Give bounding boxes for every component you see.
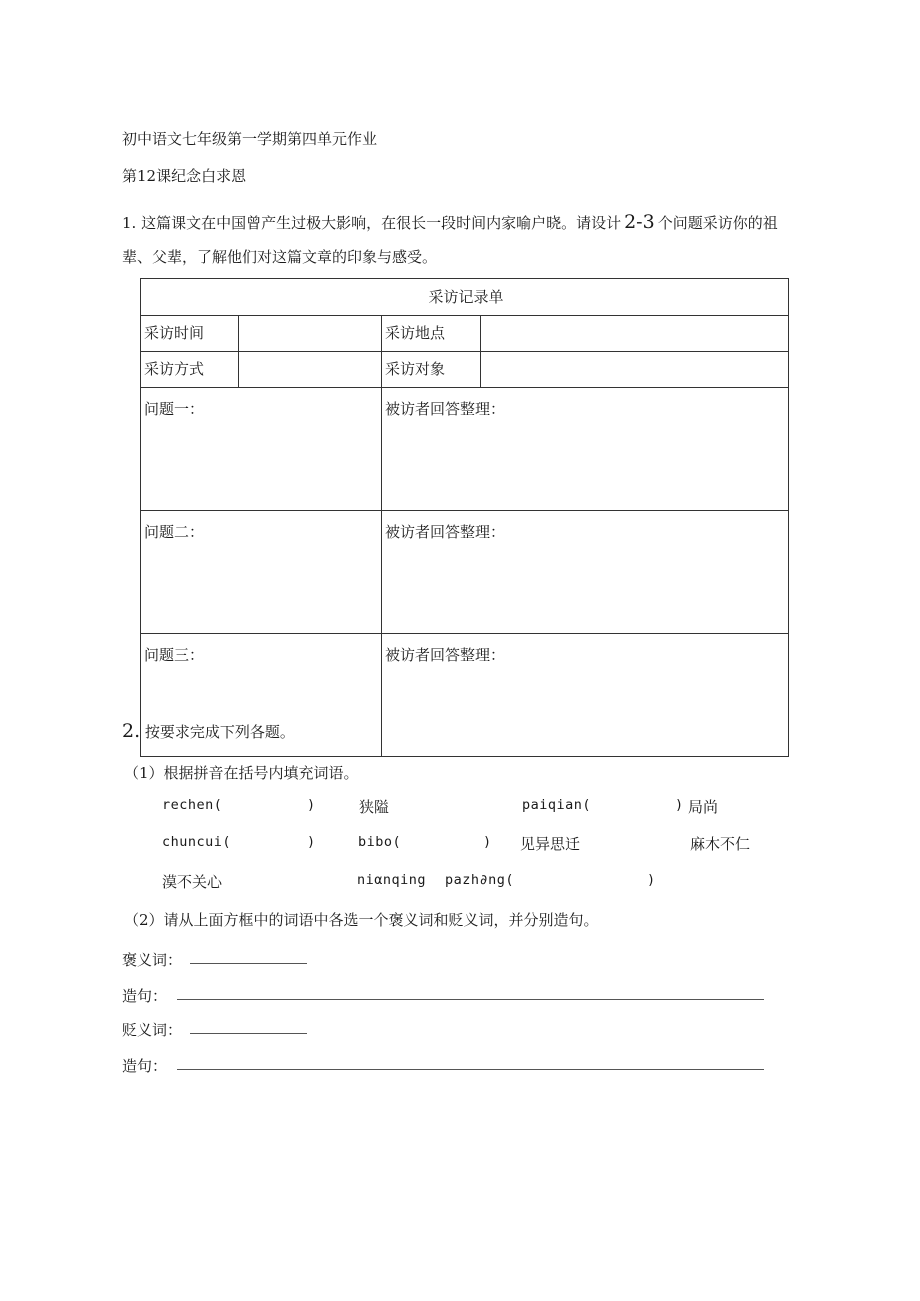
q1-prompt-range: 2-3: [624, 211, 655, 233]
q1-prompt-part-b: 个问题采访你的祖: [657, 214, 778, 232]
derog-sentence-label: 造句：: [122, 1057, 168, 1075]
pinyin-bibo: bibo(: [358, 834, 402, 850]
pinyin-nianqing: niαnqing: [357, 872, 427, 888]
table-title: 采访记录单: [141, 279, 789, 316]
interview-place-label: 采访地点: [382, 316, 481, 352]
derog-word-label: 贬义词：: [122, 1021, 183, 1039]
interview-place-field[interactable]: [481, 316, 789, 352]
word-jianyi: 见异思迁: [520, 835, 581, 853]
word-mobu: 漠不关心: [162, 873, 223, 891]
q1-prompt-part-a: 1. 这篇课文在中国曾产生过极大影响，在很长一段时间内家喻户晓。请设计: [122, 214, 622, 232]
praise-word-label: 褒义词：: [122, 951, 183, 969]
blank-bibo-close: ): [483, 834, 492, 850]
page-title: 初中语文七年级第一学期第四单元作业: [122, 130, 378, 148]
q2-heading: [122, 720, 295, 742]
interview-time-field[interactable]: [239, 316, 382, 352]
interview-subject-label: 采访对象: [382, 352, 481, 388]
part1-label: （1）根据拼音在括号内填充词语。: [124, 764, 359, 782]
q1-prompt-line1: [122, 211, 778, 233]
question-three-cell[interactable]: 问题三：: [141, 634, 382, 757]
word-jushang: 局尚: [688, 798, 719, 816]
blank-paiqian-close: ): [675, 797, 684, 813]
interview-record-table: [140, 278, 789, 757]
question-two-cell[interactable]: 问题二：: [141, 511, 382, 634]
praise-sentence-line[interactable]: [177, 999, 764, 1000]
pinyin-paiqian: paiqian(: [522, 797, 592, 813]
part2-label: （2）请从上面方框中的词语中各选一个褒义词和贬义词，并分别造句。: [124, 911, 599, 929]
praise-word-line[interactable]: [190, 963, 307, 964]
derog-word-line[interactable]: [190, 1033, 307, 1034]
derog-sentence-line[interactable]: [177, 1069, 764, 1070]
interview-method-label: 采访方式: [141, 352, 239, 388]
interview-time-label: 采访时间: [141, 316, 239, 352]
word-mamu: 麻木不仁: [690, 835, 751, 853]
q2-heading-text: 按要求完成下列各题。: [144, 723, 295, 741]
blank-rechen-close: ): [307, 797, 316, 813]
blank-chuncui-close: ): [307, 834, 316, 850]
word-xiaiai: 狭隘: [359, 798, 390, 816]
lesson-title: 第12课纪念白求恩: [122, 167, 247, 185]
q1-prompt-line2: 辈、父辈，了解他们对这篇文章的印象与感受。: [122, 248, 438, 266]
answer-two-cell[interactable]: 被访者回答整理：: [382, 511, 789, 634]
answer-three-cell[interactable]: 被访者回答整理：: [382, 634, 789, 757]
pinyin-pazh: pazh∂ng(: [445, 872, 515, 888]
interview-method-field[interactable]: [239, 352, 382, 388]
q2-number: 2.: [122, 720, 141, 742]
pinyin-chuncui: chuncui(: [162, 834, 232, 850]
interview-subject-field[interactable]: [481, 352, 789, 388]
pinyin-rechen: rechen(: [162, 797, 223, 813]
answer-one-cell[interactable]: 被访者回答整理：: [382, 388, 789, 511]
praise-sentence-label: 造句：: [122, 987, 168, 1005]
blank-pazh-close: ): [647, 872, 656, 888]
question-one-cell[interactable]: 问题一：: [141, 388, 382, 511]
